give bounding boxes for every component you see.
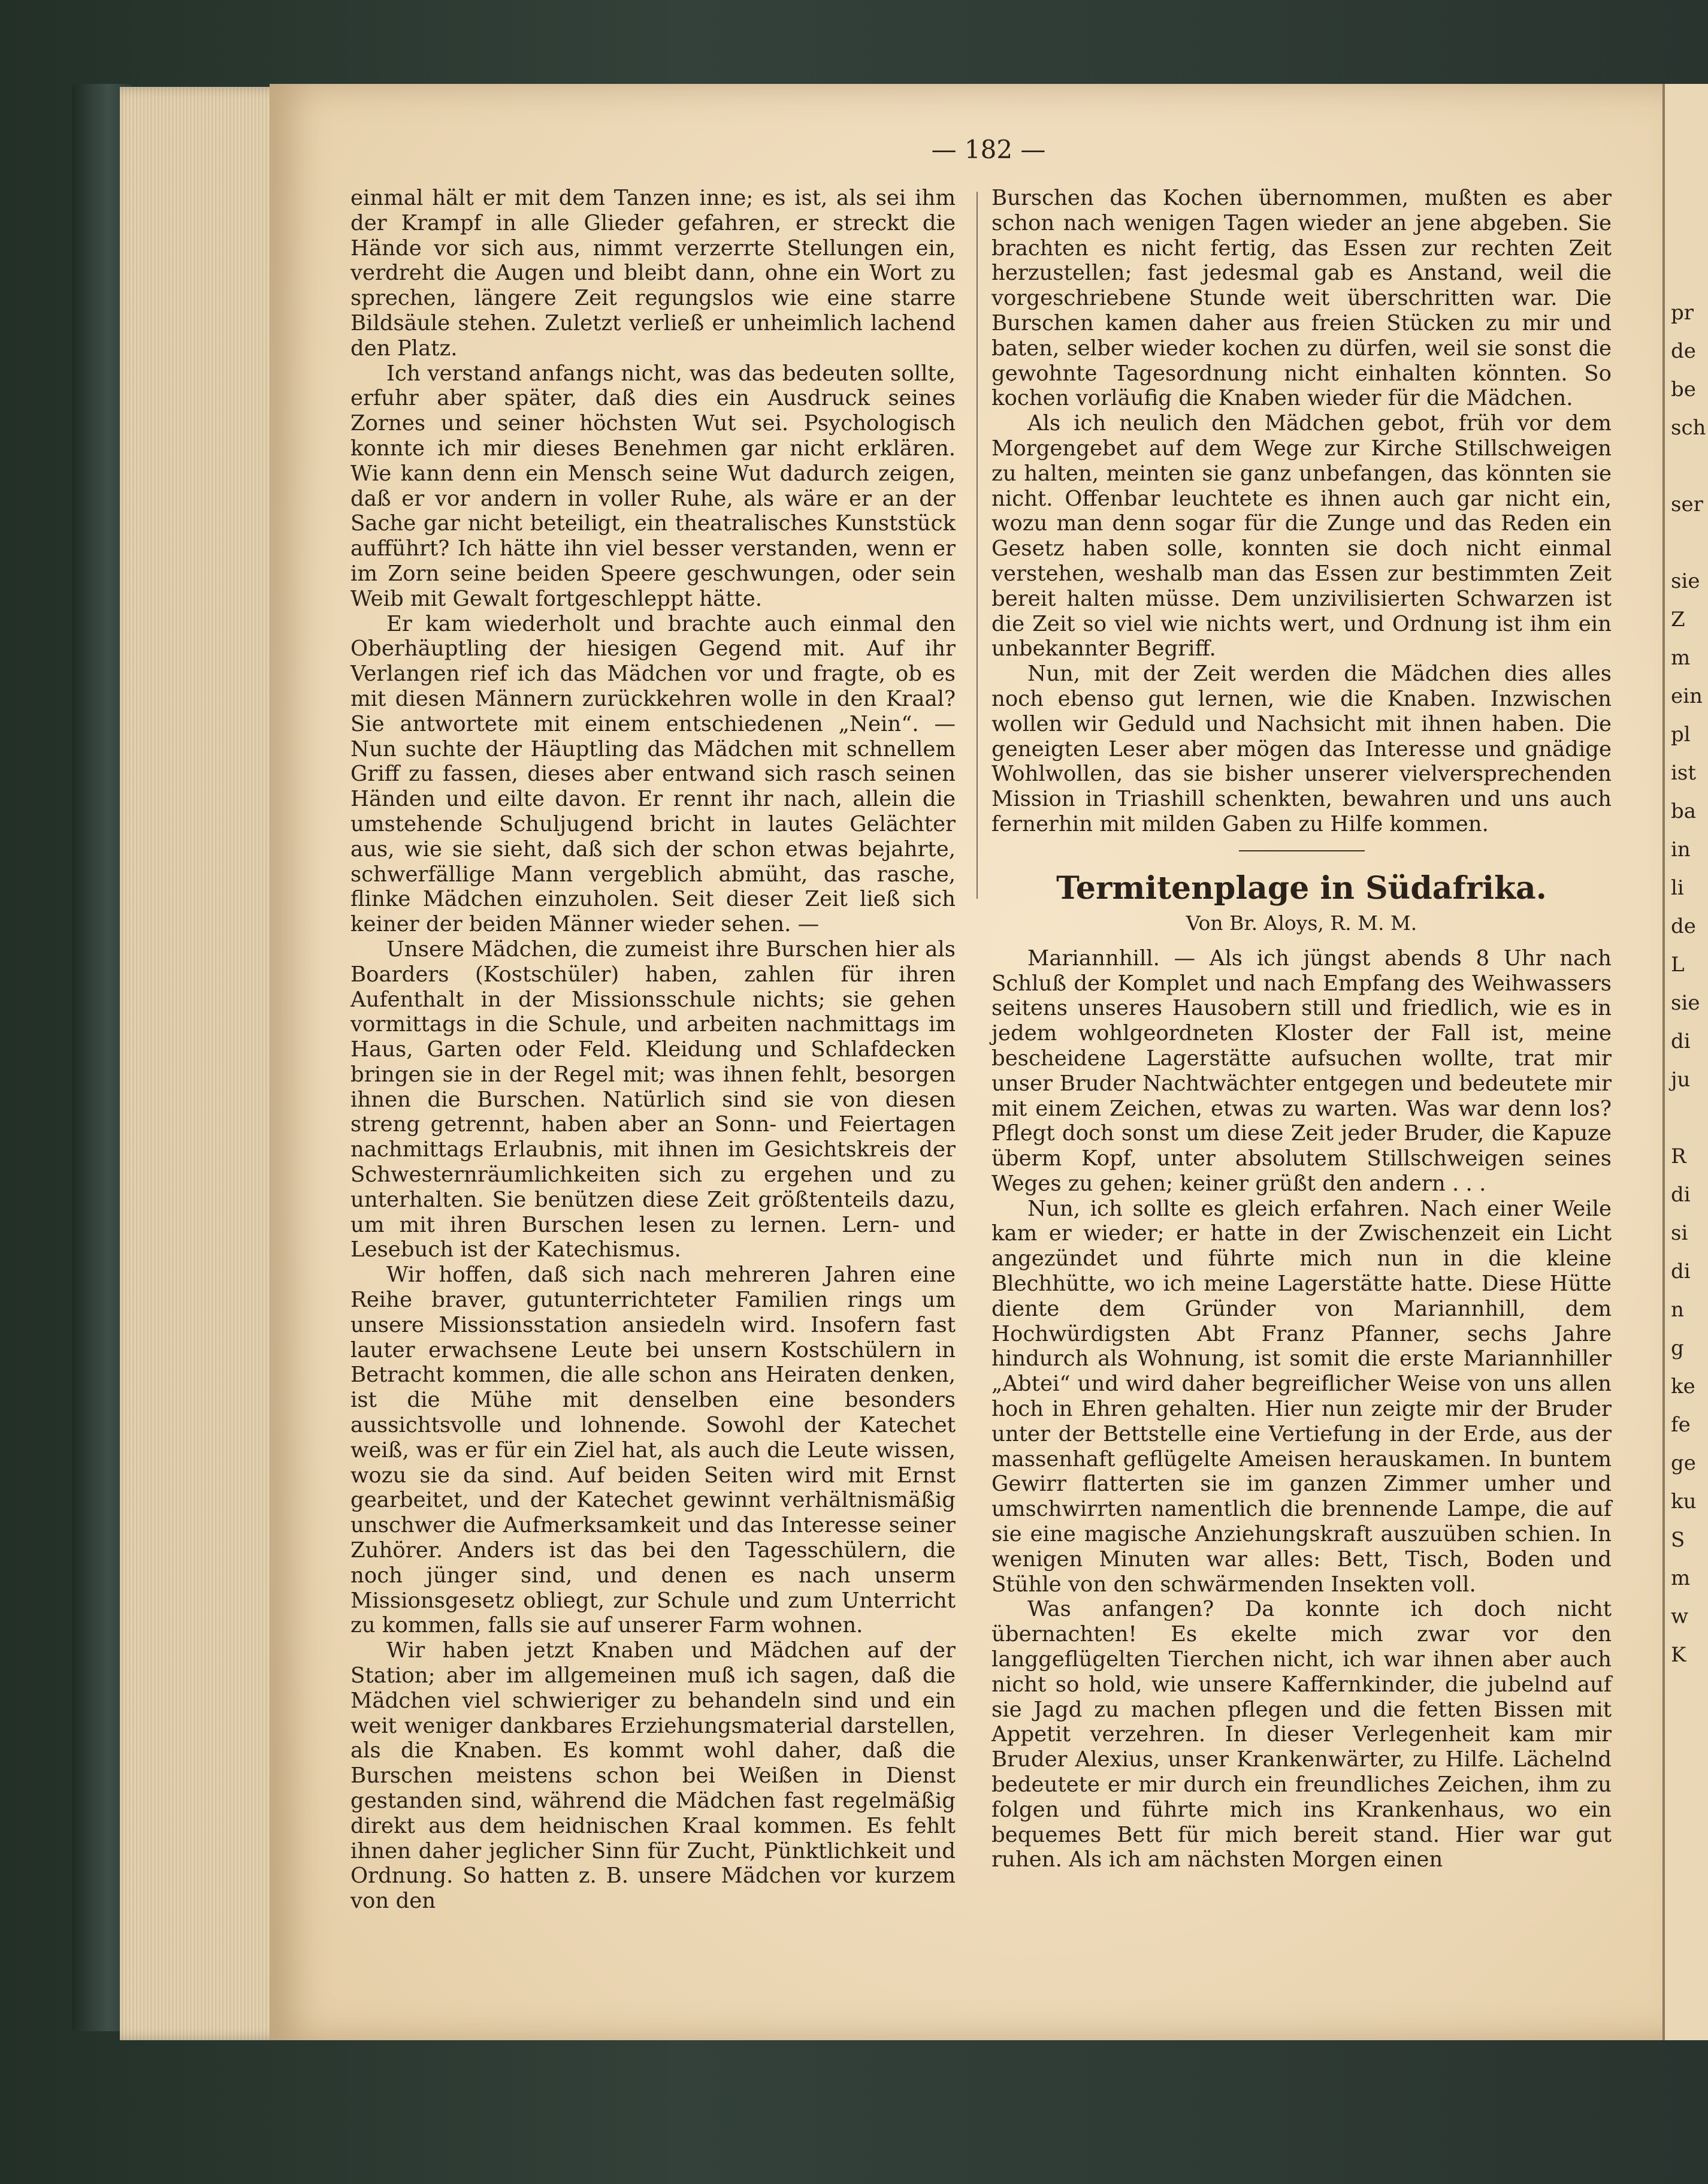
next-page-fragment (1671, 1099, 1706, 1137)
next-page-fragment (1671, 524, 1706, 562)
next-page-fragment: Z (1671, 608, 1685, 632)
next-page-fragment: sie (1671, 991, 1700, 1015)
right-paragraph: Mariannhill. — Als ich jüngst abends 8 Uhr nach Schluß der Komplet und nach Empfang des Weihwassers seitens unseres Hausobern still und friedlich, wie es in jedem wohlgeordneten Kloster der Fall ist, meine bescheidene Lagerstätte aufsuchen wollte, trat mir unser Bruder Nachtwächter entgegen und bedeutete mir mit einem Zeichen, etwas zu warten. Was war denn los? Pflegt doch sonst um diese Zeit jeder Bruder, die Kapuze überm Kopf, unter absolutem Stillschweigen seines Weges zu gehen; keiner grüßt den andern . . . (991, 946, 1612, 1196)
next-page-fragment: ba (1671, 799, 1697, 823)
next-page-fragment: ser (1671, 493, 1703, 516)
column-divider (977, 192, 978, 899)
next-page-fragment (1671, 447, 1706, 485)
next-page-fragment: de (1671, 339, 1696, 363)
next-page-fragment: ke (1671, 1375, 1695, 1398)
next-page-fragment: si (1671, 1221, 1688, 1245)
next-page-fragment: sie (1671, 569, 1700, 593)
next-page-fragment: S (1671, 1528, 1685, 1552)
left-paragraph: Ich verstand anfangs nicht, was das bedeuten sollte, erfuhr aber später, daß dies ein Ausdruck seines Zornes und seiner höchsten Wut sei. Psychologisch konnte ich mir dieses Benehmen gar nicht erklären. Wie kann denn ein Mensch seine Wut dadurch zeigen, daß er vor andern in voller Ruhe, als wäre er an der Sache gar nicht beteiligt, ein theatralisches Kunststück aufführt? Ich hätte ihn viel besser verstanden, wenn er im Zorn seine beiden Speere geschwungen, oder sein Weib mit Gewalt fortgeschleppt hätte. (350, 361, 956, 611)
next-page-fragment: ist (1671, 761, 1696, 785)
right-paragraph: Als ich neulich den Mädchen gebot, früh vor dem Morgengebet auf dem Wege zur Kirche Stillschweigen zu halten, meinten sie ganz unbefangen, das könnten sie nicht. Offenbar leuchtete es ihnen auch gar nicht ein, wozu man denn sogar für die Zunge und das Reden ein Gesetz haben solle, konnten sie doch nicht einmal verstehen, weshalb man das Essen zur bestimmten Zeit bereit halten müsse. Dem unzivilisierten Schwarzen ist die Zeit so viel wie nichts wert, und Ordnung ist ihm ein unbekannter Begriff. (991, 411, 1612, 661)
left-column (350, 186, 956, 1914)
next-page-fragment: m (1671, 646, 1691, 670)
next-page-fragment: fe (1671, 1413, 1691, 1437)
article-title: Termitenplage in Südafrika. (1056, 869, 1547, 907)
right-column (991, 186, 1612, 1872)
next-page-text (1671, 294, 1706, 1674)
left-paragraph: Wir haben jetzt Knaben und Mädchen auf der Station; aber im allgemeinen muß ich sagen, daß die Mädchen viel schwieriger zu behandeln sind und ein weit weniger dankbares Erziehungsmaterial darstellen, als die Knaben. Es kommt wohl daher, daß die Burschen meistens schon bei Weißen in Dienst gestanden sind, während die Mädchen fast regelmäßig direkt aus dem heidnischen Kraal kommen. Es fehlt ihnen daher jeglicher Sinn für Zucht, Pünktlichkeit und Ordnung. So hatten z. B. unsere Mädchen vor kurzem von den (350, 1638, 956, 1914)
right-paragraph: Nun, ich sollte es gleich erfahren. Nach einer Weile kam er wieder; er hatte in der Zwischenzeit ein Licht angezündet und führte mich nun in die kleine Blechhütte, wo ich meine Lagerstätte hatte. Diese Hütte diente dem Gründer von Mariannhill, dem Hochwürdigsten Abt Franz Pfanner, sechs Jahre hindurch als Wohnung, ist somit die erste Mariannhiller „Abtei“ und wird daher begreiflicher Weise von uns allen hoch in Ehren gehalten. Hier nun zeigte mir der Bruder unter der Bettstelle eine Vertiefung in der Erde, aus der massenhaft geflügelte Ameisen herauskamen. In buntem Gewirr flatterten sie im ganzen Zimmer umher und umschwirrten namentlich die brennende Lampe, die auf sie eine magische Anziehungskraft auszuüben schien. In wenigen Minuten war alles: Bett, Tisch, Boden und Stühle von den schwärmenden Insekten voll. (991, 1196, 1612, 1597)
right-paragraph: Nun, mit der Zeit werden die Mädchen dies alles noch ebenso gut lernen, wie die Knaben. Inzwischen wollen wir Geduld und Nachsicht mit ihnen haben. Die geneigten Leser aber mögen das Interesse und gnädige Wohlwollen, das sie bisher unserer vielversprechenden Mission in Triashill schenkten, bewahren und uns auch fernerhin mit milden Gaben zu Hilfe kommen. (991, 661, 1612, 836)
next-page-fragment: sch (1671, 416, 1706, 440)
next-page-fragment: di (1671, 1183, 1691, 1207)
next-page-fragment: li (1671, 876, 1684, 900)
next-page-edge (1662, 84, 1708, 2040)
section-separator (1239, 850, 1365, 851)
next-page-fragment: di (1671, 1259, 1691, 1283)
next-page-fragment: di (1671, 1029, 1691, 1053)
next-page-fragment: ku (1671, 1490, 1697, 1514)
next-page-fragment: ein (1671, 684, 1703, 708)
next-page-fragment: K (1671, 1643, 1686, 1667)
right-paragraph: Was anfangen? Da konnte ich doch nicht übernachten! Es ekelte mich zwar vor den langgeflügelten Tierchen nicht, ich war ihnen aber auch nicht so hold, wie unsere Kaffernkinder, die jubelnd auf sie Jagd zu machen pflegen und die fetten Bissen mit Appetit verzehren. In dieser Verlegenheit kam mir Bruder Alexius, unser Krankenwärter, zu Hilfe. Lächelnd bedeutete er mir durch ein freundliches Zeichen, ihm zu folgen und führte mich ins Krankenhaus, wo ein bequemes Bett für mich bereit stand. Hier war gut ruhen. Als ich am nächsten Morgen einen (991, 1597, 1612, 1872)
article-byline: Von Br. Aloys, R. M. M. (1186, 911, 1417, 935)
next-page-fragment: g (1671, 1336, 1684, 1360)
left-paragraph: einmal hält er mit dem Tanzen inne; es ist, als sei ihm der Krampf in alle Glieder gefahren, er streckt die Hände vor sich aus, nimmt verzerrte Stellungen ein, verdreht die Augen und bleibt dann, ohne ein Wort zu sprechen, längere Zeit regungslos wie eine starre Bildsäule stehen. Zuletzt verließ er unheimlich lachend den Platz. (350, 186, 956, 361)
left-paragraph: Unsere Mädchen, die zumeist ihre Burschen hier als Boarders (Kostschüler) haben, zahlen für ihren Aufenthalt in der Missionsschule nichts; sie gehen vormittags in die Schule, und arbeiten nachmittags im Haus, Garten oder Feld. Kleidung und Schlafdecken bringen sie in der Regel mit; was ihnen fehlt, besorgen ihnen die Burschen. Natürlich sind sie von diesen streng getrennt, haben aber an Sonn- und Feiertagen nachmittags Erlaubnis, mit ihnen im Gesichtskreis der Schwesternräumlichkeiten sich zu ergehen und zu unterhalten. Sie benützen diese Zeit größtenteils dazu, um mit ihren Burschen lesen zu lernen. Lern- und Lesebuch ist der Katechismus. (350, 937, 956, 1262)
next-page-fragment: pr (1671, 301, 1694, 325)
left-paragraph: Wir hoffen, daß sich nach mehreren Jahren eine Reihe braver, gutunterrichteter Familien rings um unsere Missionsstation ansiedeln wird. Insofern fast lauter erwachsene Leute bei unsern Kostschülern in Betracht kommen, die alle schon ans Heiraten denken, ist die Mühe mit denselben eine besonders aussichtsvolle und lohnende. Sowohl der Katechet weiß, was er für ein Ziel hat, als auch die Leute wissen, wozu sie da sind. Auf beiden Seiten wird mit Ernst gearbeitet, und der Katechet gewinnt verhältnismäßig unschwer die Aufmerksamkeit und das Interesse seiner Zuhörer. Anders ist das bei den Tagesschülern, die noch jünger sind, und denen es nach unserm Missionsgesetz obliegt, zur Schule und zum Unterricht zu kommen, falls sie auf unserer Farm wohnen. (350, 1262, 956, 1638)
next-page-fragment: L (1671, 953, 1685, 977)
next-page-fragment: R (1671, 1144, 1686, 1168)
next-page-fragment: m (1671, 1566, 1691, 1590)
next-page-fragment: n (1671, 1298, 1684, 1322)
next-page-fragment: ju (1671, 1068, 1691, 1092)
right-paragraph: Burschen das Kochen übernommen, mußten es aber schon nach wenigen Tagen wieder an jene abgeben. Sie brachten es nicht fertig, das Essen zur rechten Zeit herzustellen; fast jedesmal gab es Anstand, weil die vorgeschriebene Stunde weit überschritten war. Die Burschen kamen daher aus freien Stücken zu mir und baten, selber wieder kochen zu dürfen, weil sie sonst die gewohnte Tagesordnung nicht einhalten könnten. So kochen vorläufig die Knaben wieder für die Mädchen. (991, 186, 1612, 411)
page-number: — 182 — (931, 135, 1046, 164)
next-page-fragment: w (1671, 1605, 1689, 1629)
next-page-fragment: be (1671, 377, 1696, 401)
next-page-fragment: in (1671, 838, 1691, 862)
next-page-fragment: ge (1671, 1451, 1696, 1475)
left-paragraph: Er kam wiederholt und brachte auch einmal den Oberhäuptling der hiesigen Gegend mit. Auf ihr Verlangen rief ich das Mädchen vor und fragte, ob es mit diesen Männern zurückkehren wolle in den Kraal? Sie antwortete mit einem entschiedenen „Nein“. — Nun suchte der Häuptling das Mädchen mit schnellem Griff zu fassen, dieses aber entwand sich rasch seinen Händen und eilte davon. Er rennt ihr nach, allein die umstehende Schuljugend bricht in lautes Gelächter aus, wie sie sieht, daß sich der schon etwas bejahrte, schwerfällige Mann vergeblich abmüht, das rasche, flinke Mädchen einzuholen. Seit dieser Zeit ließ sich keiner der beiden Männer wieder sehen. — (350, 611, 956, 937)
next-page-fragment: de (1671, 914, 1696, 938)
next-page-fragment: pl (1671, 723, 1691, 747)
